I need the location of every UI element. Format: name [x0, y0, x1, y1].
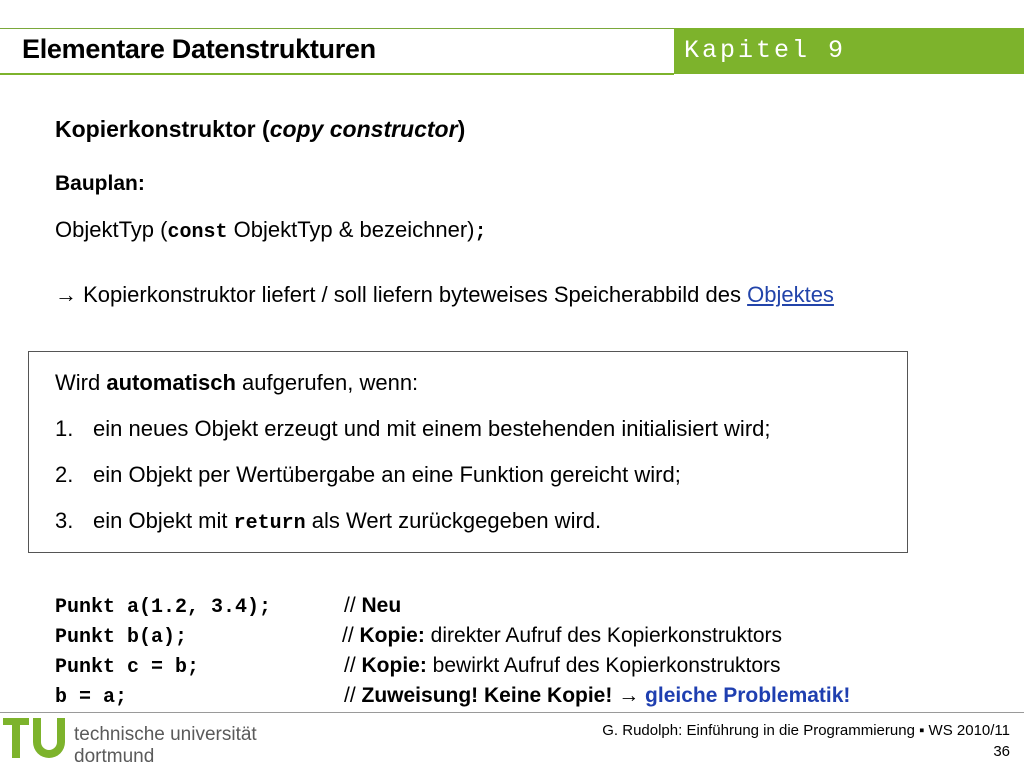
code-line: Punkt a(1.2, 3.4); — [55, 596, 272, 619]
memory-copy-note — [55, 282, 834, 308]
signature-part2: ObjektTyp & bezeichner) — [227, 217, 475, 242]
box-intro — [55, 370, 418, 396]
page-number: 36 — [993, 743, 1010, 760]
code-comment — [344, 594, 401, 618]
comment-bold: Kopie: — [361, 654, 427, 677]
comment-bold: Kopie: — [359, 624, 425, 647]
comment-slashes: // — [342, 624, 360, 647]
intro-pre: Wird — [55, 370, 107, 395]
heading-text: Kopierkonstruktor ( — [55, 116, 270, 142]
signature-part1: ObjektTyp ( — [55, 217, 168, 242]
code-comment — [344, 684, 850, 708]
return-keyword: return — [233, 512, 306, 535]
list-text — [93, 508, 601, 535]
bauplan-label: Bauplan: — [55, 172, 145, 195]
heading-close: ) — [457, 116, 466, 142]
uni-line-2: dortmund — [74, 746, 155, 767]
note-text: → Kopierkonstruktor liefert / soll liefern byteweises Speicherabbild des — [55, 282, 748, 307]
tu-logo-icon — [3, 714, 67, 764]
university-name — [74, 724, 257, 768]
slide-header-title: Elementare Datenstrukturen — [22, 34, 376, 64]
list-text: ein Objekt per Wertübergabe an eine Funktion gereicht wird; — [93, 462, 681, 487]
uni-line-1: technische universität — [74, 724, 257, 745]
header-underline — [0, 73, 674, 75]
signature-semicolon: ; — [474, 221, 487, 244]
objektes-link[interactable]: Objektes — [747, 282, 834, 307]
comment-slashes: // — [344, 654, 362, 677]
comment-text: direkter Aufruf des Kopierkonstruktors — [424, 624, 783, 647]
code-line: Punkt c = b; — [55, 656, 200, 679]
comment-text: bewirkt Aufruf des Kopierkonstruktors — [426, 654, 781, 677]
list-text: ein neues Objekt erzeugt und mit einem bestehenden initialisiert wird; — [93, 416, 771, 441]
code-line: b = a; — [55, 686, 128, 709]
list-text-post: als Wert zurückgegeben wird. — [305, 508, 602, 533]
comment-slashes: // — [344, 594, 362, 617]
code-comment — [342, 624, 782, 648]
footer-credit: G. Rudolph: Einführung in die Programmierung ▪ WS 2010/11 — [602, 722, 1010, 739]
list-number: 3. — [55, 508, 74, 533]
comment-bold: Neu — [361, 594, 402, 617]
list-number: 1. — [55, 416, 74, 441]
intro-bold: automatisch — [106, 370, 236, 395]
code-line: Punkt b(a); — [55, 626, 188, 649]
list-text-pre: ein Objekt mit — [93, 508, 234, 533]
const-keyword: const — [167, 221, 228, 244]
chapter-label: Kapitel 9 — [684, 36, 847, 65]
constructor-signature — [55, 217, 487, 244]
code-comment — [344, 654, 781, 678]
comment-bold: Zuweisung! Keine Kopie! → — [361, 684, 646, 707]
heading-italic: copy constructor — [269, 116, 458, 142]
list-number: 2. — [55, 462, 74, 487]
comment-emphasis: gleiche Problematik! — [645, 684, 851, 707]
footer-rule — [0, 712, 1024, 713]
intro-post: aufgerufen, wenn: — [235, 370, 419, 395]
comment-slashes: // — [344, 684, 362, 707]
section-heading — [55, 116, 465, 143]
